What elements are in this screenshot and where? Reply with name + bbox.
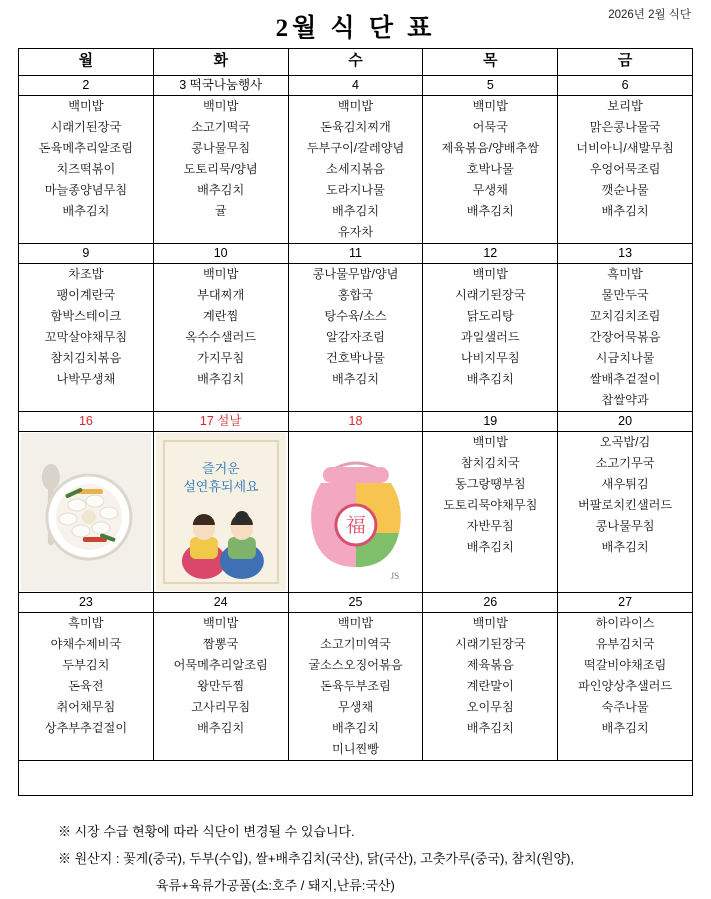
menu-item: 떡갈비야채조림 <box>583 658 667 672</box>
menu-item: 배추김치 <box>331 204 380 218</box>
menu-item: 팽이계란국 <box>56 288 116 302</box>
day-number: 23 <box>19 593 154 613</box>
page-title: 2월 식 단 표 <box>275 15 436 42</box>
footer-notes <box>18 818 693 899</box>
menu-item: 부대찌개 <box>197 288 245 302</box>
menu-item: 너비아니/새발무침 <box>576 141 674 155</box>
menu-item: 흑미밥 <box>68 616 104 630</box>
menu-item: 오이무침 <box>466 700 514 714</box>
menu-cell <box>153 96 288 244</box>
holiday-illustration-cell <box>153 432 288 593</box>
menu-cell <box>558 96 693 244</box>
day-number: 25 <box>288 593 423 613</box>
dow-thu: 목 <box>423 49 558 76</box>
menu-item: 함박스테이크 <box>50 309 122 323</box>
menu-item: 도라지나물 <box>326 183 385 197</box>
menu-item: 마늘종양념무침 <box>44 183 128 197</box>
menu-item: 배추김치 <box>601 540 649 554</box>
menu-item: 계란말이 <box>466 679 514 693</box>
menu-item: 배추김치 <box>62 204 110 218</box>
menu-item: 하이라이스 <box>595 616 655 630</box>
menu-item: 배추김치 <box>197 372 245 386</box>
menu-item: 백미밥 <box>337 99 374 113</box>
menu-cell <box>153 613 288 761</box>
note-line-1: ※ 시장 수급 현황에 따라 식단이 변경될 수 있습니다. <box>58 824 355 839</box>
menu-item: 소세지볶음 <box>326 162 385 176</box>
menu-item: 물만두국 <box>601 288 649 302</box>
menu-item: 동그랑땡부침 <box>454 477 526 491</box>
calendar-bottom-spacer <box>19 761 693 796</box>
menu-item: 버팔로치킨샐러드 <box>578 498 673 512</box>
menu-item: 배추김치 <box>466 204 514 218</box>
menu-item: 깻순나물 <box>601 183 649 197</box>
menu-item: 유부김치국 <box>595 637 655 651</box>
menu-item: 배추김치 <box>466 372 514 386</box>
menu-item: 소고기무국 <box>595 456 655 470</box>
menu-item: 호박나물 <box>466 162 514 176</box>
menu-item: 가지무침 <box>197 351 245 365</box>
menu-cell <box>423 264 558 412</box>
menu-item: 숙주나물 <box>601 700 649 714</box>
menu-cell <box>558 613 693 761</box>
day-number: 4 <box>288 76 423 96</box>
week-3-day-number-row <box>19 412 693 432</box>
holiday-illustration-cell <box>288 432 423 593</box>
menu-item: 두부구이/갈레양념 <box>306 141 405 155</box>
menu-item: 콩나물무침 <box>191 141 251 155</box>
menu-item: 홍합국 <box>337 288 374 302</box>
day-number: 2 <box>19 76 154 96</box>
menu-cell <box>423 96 558 244</box>
svg-text:즐거운: 즐거운 <box>201 461 240 476</box>
menu-item: 흑미밥 <box>607 267 643 281</box>
week-4-day-number-row <box>19 593 693 613</box>
menu-item: 어묵국 <box>472 120 508 134</box>
menu-item: 시래기된장국 <box>454 637 526 651</box>
menu-item: 무생채 <box>337 700 374 714</box>
menu-item: 배추김치 <box>331 721 380 735</box>
menu-item: 쌀배추겉절이 <box>589 372 661 386</box>
menu-item: 유자차 <box>337 225 374 239</box>
menu-item: 백미밥 <box>337 616 374 630</box>
menu-item: 새우튀김 <box>601 477 649 491</box>
menu-item: 굴소스오징어볶음 <box>308 658 403 672</box>
rice-cake-soup-icon <box>19 433 153 591</box>
menu-item: 백미밥 <box>472 616 508 630</box>
menu-item: 간장어묵볶음 <box>589 330 661 344</box>
lucky-bag-icon <box>289 433 423 591</box>
day-number: 13 <box>558 244 693 264</box>
menu-item: 콩나물무침 <box>595 519 655 533</box>
menu-item: 참치김치볶음 <box>50 351 122 365</box>
note-line-3: 육류+육류가공품(소:호주 / 돼지,난류:국산) <box>156 878 395 893</box>
week-1-day-number-row <box>19 76 693 96</box>
menu-item: 배추김치 <box>601 721 649 735</box>
dow-tue: 화 <box>153 49 288 76</box>
menu-item: 백미밥 <box>472 99 508 113</box>
menu-item: 두부김치 <box>62 658 110 672</box>
menu-cell <box>288 264 423 412</box>
day-number: 5 <box>423 76 558 96</box>
hanbok-greeting-icon <box>154 433 288 591</box>
week-2-day-number-row <box>19 244 693 264</box>
svg-text:설연휴되세요: 설연휴되세요 <box>183 479 259 494</box>
menu-item: 왕만두찜 <box>197 679 245 693</box>
menu-item: 옥수수샐러드 <box>185 330 257 344</box>
menu-item: 백미밥 <box>203 267 239 281</box>
day-number-holiday: 17 설날 <box>153 412 288 432</box>
menu-item: 미니찐빵 <box>331 742 380 756</box>
dow-mon: 월 <box>19 49 154 76</box>
menu-item: 배추김치 <box>601 204 649 218</box>
day-number: 9 <box>19 244 154 264</box>
day-number-holiday: 18 <box>288 412 423 432</box>
menu-item: 배추김치 <box>466 540 514 554</box>
menu-item: 무생채 <box>472 183 508 197</box>
menu-item: 콩나물무밥/양념 <box>312 267 399 281</box>
menu-item: 도토리묵/양념 <box>183 162 258 176</box>
menu-item: 소고기미역국 <box>320 637 391 651</box>
menu-item: 백미밥 <box>472 435 508 449</box>
menu-cell <box>153 264 288 412</box>
menu-item: 야채수제비국 <box>50 637 122 651</box>
menu-cell <box>19 613 154 761</box>
menu-item: 백미밥 <box>203 99 239 113</box>
menu-item: 시래기된장국 <box>454 288 526 302</box>
menu-cell <box>423 432 558 593</box>
note-line-2: ※ 원산지 : 꽃게(중국), 두부(수입), 쌀+배추김치(국산), 닭(국산), 고춧가루(중국), 참치(원양), <box>58 851 575 866</box>
menu-item: 돈육두부조림 <box>320 679 391 693</box>
day-of-week-header-row <box>19 49 693 76</box>
day-number: 19 <box>423 412 558 432</box>
day-number-holiday: 16 <box>19 412 154 432</box>
page-header <box>18 0 693 48</box>
holiday-illustration-cell <box>19 432 154 593</box>
week-4-menu-row <box>19 613 693 761</box>
week-2-menu-row <box>19 264 693 412</box>
menu-item: 돈육전 <box>68 679 104 693</box>
menu-item: 돈육김치찌개 <box>320 120 391 134</box>
page-subtitle: 2026년 2월 식단 <box>608 9 691 21</box>
day-number: 26 <box>423 593 558 613</box>
menu-item: 시래기된장국 <box>50 120 122 134</box>
menu-item: 계란찜 <box>203 309 239 323</box>
menu-item: 알감자조림 <box>326 330 385 344</box>
menu-cell <box>288 613 423 761</box>
menu-item: 배추김치 <box>197 721 245 735</box>
spacer-cell <box>19 761 693 796</box>
menu-item: 배추김치 <box>197 183 245 197</box>
menu-item: 과일샐러드 <box>460 330 520 344</box>
svg-text:JS: JS <box>390 571 399 581</box>
menu-item: 차조밥 <box>68 267 104 281</box>
svg-text:福: 福 <box>345 515 366 537</box>
week-3-menu-row <box>19 432 693 593</box>
dow-wed: 수 <box>288 49 423 76</box>
menu-item: 자반무침 <box>466 519 514 533</box>
day-number: 6 <box>558 76 693 96</box>
day-number: 10 <box>153 244 288 264</box>
menu-item: 백미밥 <box>68 99 104 113</box>
menu-item: 탕수육/소스 <box>324 309 387 323</box>
menu-cell <box>558 432 693 593</box>
menu-item: 오곡밥/김 <box>599 435 651 449</box>
menu-item: 참치김치국 <box>460 456 520 470</box>
day-number: 27 <box>558 593 693 613</box>
menu-item: 시금치나물 <box>595 351 655 365</box>
menu-item: 백미밥 <box>203 616 239 630</box>
menu-item: 고사리무침 <box>191 700 251 714</box>
menu-item: 보리밥 <box>607 99 643 113</box>
day-number: 20 <box>558 412 693 432</box>
menu-item: 건호박나물 <box>326 351 385 365</box>
menu-item: 어묵메추리알조림 <box>173 658 268 672</box>
menu-item: 소고기떡국 <box>191 120 251 134</box>
menu-item: 찹쌀약과 <box>601 393 649 407</box>
dow-fri: 금 <box>558 49 693 76</box>
menu-item: 닭도리탕 <box>466 309 514 323</box>
menu-calendar-table <box>18 48 693 796</box>
menu-item: 파인양상추샐러드 <box>578 679 673 693</box>
menu-item: 맑은콩나물국 <box>589 120 661 134</box>
week-1-menu-row <box>19 96 693 244</box>
menu-item: 나박무생채 <box>56 372 116 386</box>
menu-item: 취어채무침 <box>56 700 116 714</box>
day-number: 11 <box>288 244 423 264</box>
menu-item: 나비지무침 <box>460 351 520 365</box>
menu-item: 치즈떡볶이 <box>56 162 116 176</box>
menu-item: 귤 <box>214 204 227 218</box>
menu-item: 우엉어묵조림 <box>589 162 661 176</box>
menu-item: 백미밥 <box>472 267 508 281</box>
menu-item: 상추부추겉절이 <box>44 721 128 735</box>
menu-item: 제육볶음 <box>466 658 514 672</box>
menu-item: 꼬막살야채무침 <box>44 330 128 344</box>
menu-item: 꼬치김치조림 <box>589 309 661 323</box>
day-number: 24 <box>153 593 288 613</box>
day-number: 12 <box>423 244 558 264</box>
day-number: 3 떡국나눔행사 <box>153 76 288 96</box>
menu-cell <box>288 96 423 244</box>
menu-cell <box>19 96 154 244</box>
menu-item: 돈육메추리알조림 <box>38 141 133 155</box>
menu-cell <box>19 264 154 412</box>
menu-item: 제육볶음/양배추쌈 <box>441 141 540 155</box>
menu-item: 짬뽕국 <box>203 637 239 651</box>
menu-item: 배추김치 <box>466 721 514 735</box>
menu-item: 도토리묵야채무침 <box>443 498 538 512</box>
menu-cell <box>423 613 558 761</box>
menu-cell <box>558 264 693 412</box>
menu-item: 배추김치 <box>331 372 380 386</box>
